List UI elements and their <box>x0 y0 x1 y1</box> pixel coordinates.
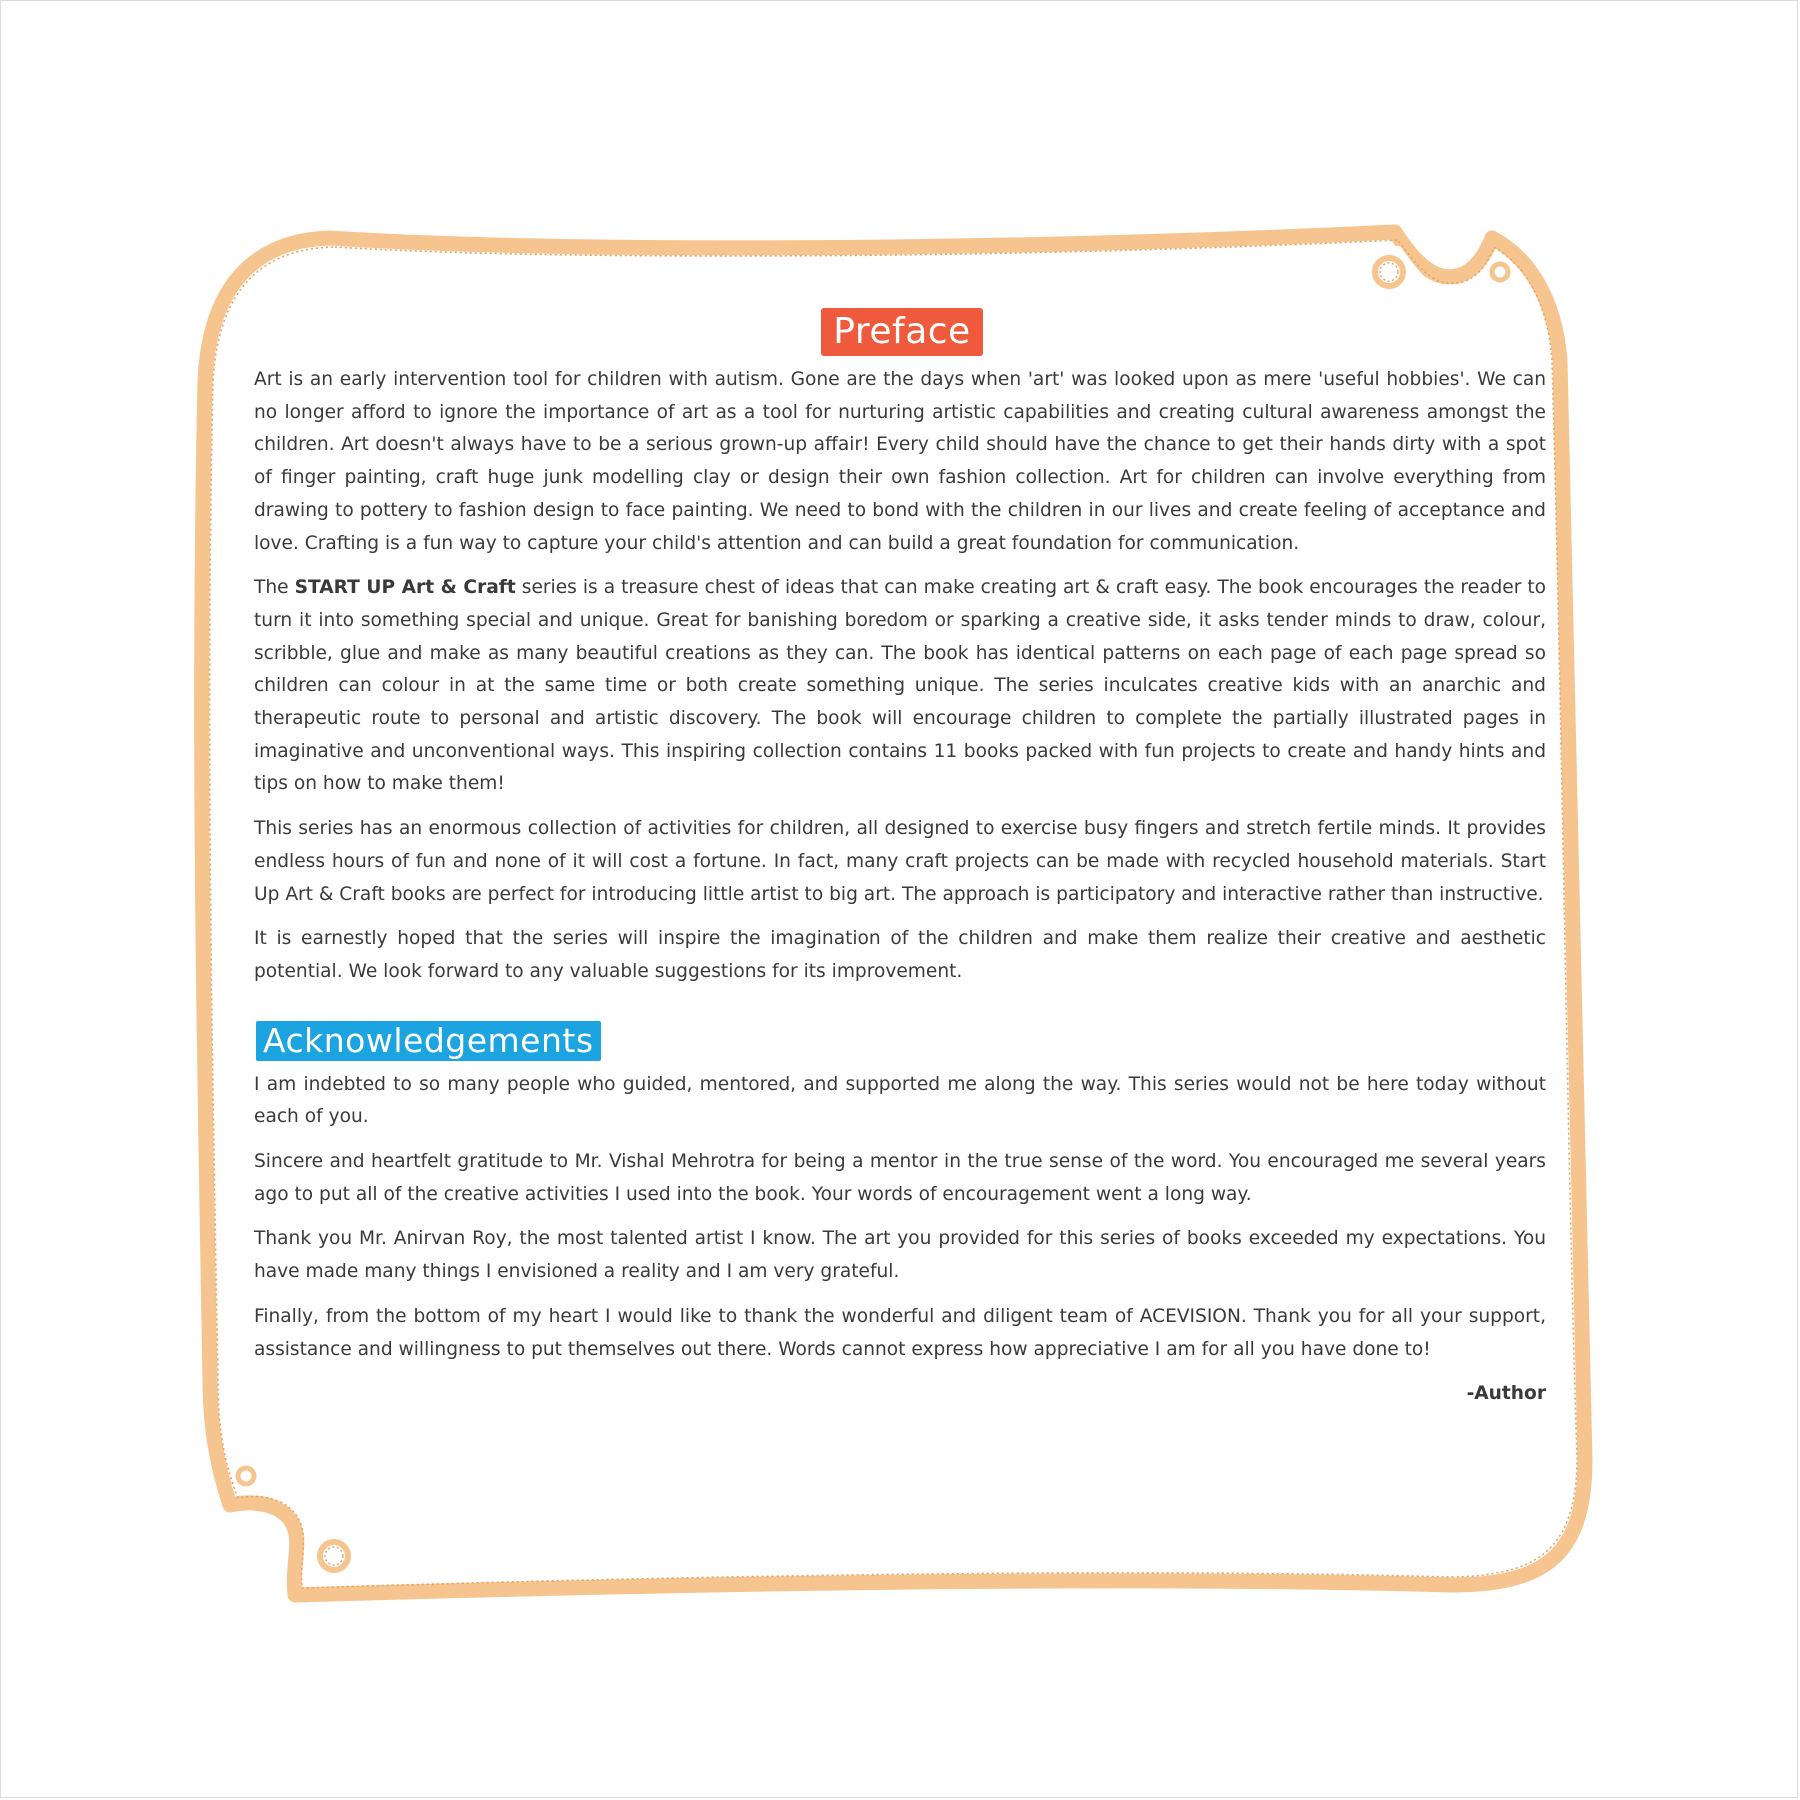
preface-paragraph-2 <box>254 572 1546 801</box>
preface-paragraph-3: This series has an enormous collection of activities for children, all designed to exercise busy fingers and stretch fertile minds. It provides endless hours of fun and none of it will cost a fortune. In fact, many craft projects can be made with recycled household materials. Start Up Art & Craft books are perfect for introducing little artist to big art. The approach is participatory and interactive rather than instructive. <box>254 818 1546 905</box>
author-signature: -Author <box>1466 1383 1546 1405</box>
preface-title-wrap <box>254 308 1546 360</box>
preface-paragraph-4: It is earnestly hoped that the series will inspire the imagination of the children and make them realize their creative and aesthetic potential. We look forward to any valuable suggestions for its improvement. <box>254 928 1546 982</box>
preface-paragraph-1: Art is an early intervention tool for children with autism. Gone are the days when 'art' was looked upon as mere 'useful hobbies'. We can no longer afford to ignore the importance of art as a tool for nurturing artistic capabilities and creating cultural awareness amongst the children. Art doesn't always have to be a serious grown-up affair! Every child should have the chance to get their hands dirty with a spot of finger painting, craft huge junk modelling clay or design their own fashion collection. Art for children can involve everything from drawing to pottery to fashion design to face painting. We need to bond with the children in our lives and create feeling of acceptance and love. Crafting is a fun way to capture your child's attention and can build a great foundation for communication. <box>254 369 1546 554</box>
series-rest-text: series is a treasure chest of ideas that can make creating art & craft easy. The book encourages the reader to turn it into something special and unique. Great for banishing boredom or sparking a creative side, it asks tender minds to draw, colour, scribble, glue and make as many beautiful creations as they can. The book has identical patterns on each page of each page spread so children can colour in at the same time or both create something unique. The series inculcates creative kids with an anarchic and therapeutic route to personal and artistic discovery. The book will encourage children to complete the partially illustrated pages in imaginative and unconventional ways. This inspiring collection contains 11 books packed with fun projects to create and handy hints and tips on how to make them! <box>254 577 1547 795</box>
ack-paragraph-3: Thank you Mr. Anirvan Roy, the most talented artist I know. The art you provided for this series of books exceeded my expectations. You have made many things I envisioned a reality and I am very grateful. <box>254 1228 1546 1283</box>
acknowledgements-title: Acknowledgements <box>256 1021 601 1061</box>
acknowledgements-title-wrap <box>256 1021 1546 1063</box>
series-name: START UP Art & Craft <box>294 577 516 599</box>
frame-circle-bottom-2 <box>238 1468 254 1484</box>
series-lead-text: The <box>254 577 295 599</box>
frame-circle-top-1 <box>1375 258 1403 286</box>
ack-paragraph-1: I am indebted to so many people who guided, mentored, and supported me along the way. This series would not be here today without each of you. <box>254 1073 1546 1128</box>
ack-paragraph-4: Finally, from the bottom of my heart I would like to thank the wonderful and diligent team of ACEVISION. Thank you for all your support, assistance and willingness to put themselves out there. Words cannot express how appreciative I am for all you have done to! <box>254 1305 1546 1360</box>
page-content <box>254 308 1546 1411</box>
frame-circle-top-2 <box>1492 264 1508 280</box>
preface-title: Preface <box>821 308 982 356</box>
frame-circle-bottom-1 <box>320 1542 348 1570</box>
ack-paragraph-2: Sincere and heartfelt gratitude to Mr. Vishal Mehrotra for being a mentor in the true sense of the word. You encouraged me several years ago to put all of the creative activities I used into the book. Your words of encouragement went a long way. <box>254 1151 1546 1205</box>
